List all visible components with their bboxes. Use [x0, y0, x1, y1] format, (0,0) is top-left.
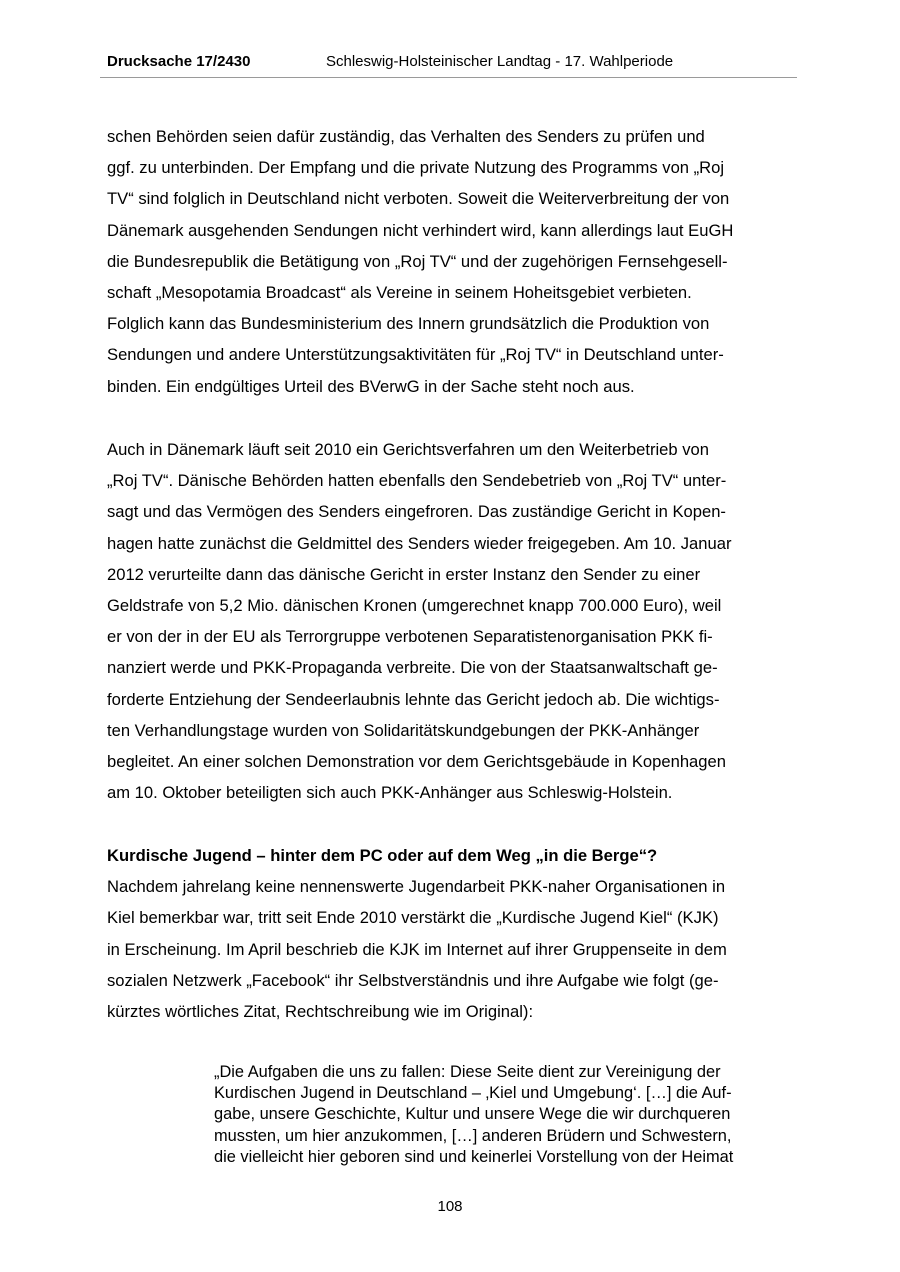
text-line: in Erscheinung. Im April beschrieb die KJK im Internet auf ihrer Gruppenseite in dem: [107, 939, 727, 959]
text-line: die Bundesrepublik die Betätigung von „Roj TV“ und der zugehörigen Fernsehgesell-: [107, 251, 728, 271]
text-line: Sendungen und andere Unterstützungsaktivitäten für „Roj TV“ in Deutschland unter-: [107, 345, 724, 365]
text-line: Nachdem jahrelang keine nennenswerte Jugendarbeit PKK-naher Organisationen in: [107, 877, 726, 897]
page-header: [100, 52, 797, 78]
text-line: 2012 verurteilte dann das dänische Gericht in erster Instanz den Sender zu einer: [107, 564, 701, 584]
document-number: Drucksache 17/2430: [107, 53, 251, 70]
text-line: am 10. Oktober beteiligten sich auch PKK-Anhänger aus Schleswig-Holstein.: [107, 783, 673, 803]
text-line: nanziert werde und PKK-Propaganda verbreite. Die von der Staatsanwaltschaft ge-: [107, 658, 718, 678]
text-line: schen Behörden seien dafür zuständig, das Verhalten des Senders zu prüfen und: [107, 127, 705, 146]
text-line: Auch in Dänemark läuft seit 2010 ein Gerichtsverfahren um den Weiterbetrieb von: [107, 440, 709, 459]
section-heading: Kurdische Jugend – hinter dem PC oder auf dem Weg „in die Berge“?: [107, 846, 658, 865]
text-line: Folglich kann das Bundesministerium des Innern grundsätzlich die Produktion von: [107, 314, 710, 334]
quote-line: gabe, unsere Geschichte, Kultur und unsere Wege die wir durchqueren: [214, 1105, 731, 1124]
quote-line: „Die Aufgaben die uns zu fallen: Diese Seite dient zur Vereinigung der: [214, 1063, 721, 1081]
quote-line: mussten, um hier anzukommen, […] anderen Brüdern und Schwestern,: [214, 1126, 732, 1145]
text-line: er von der in der EU als Terrorgruppe verbotenen Separatistenorganisation PKK fi-: [107, 627, 713, 647]
text-line: begleitet. An einer solchen Demonstration vor dem Gerichtsgebäude in Kopenhagen: [107, 752, 726, 772]
quote-line: die vielleicht hier geboren sind und keinerlei Vorstellung von der Heimat: [214, 1147, 734, 1166]
text-line: kürztes wörtliches Zitat, Rechtschreibung wie im Original):: [107, 1002, 534, 1022]
text-line: binden. Ein endgültiges Urteil des BVerwG in der Sache steht noch aus.: [107, 376, 635, 396]
block-quote: [214, 1062, 794, 1168]
text-line: hagen hatte zunächst die Geldmittel des Senders wieder freigegeben. Am 10. Januar: [107, 533, 732, 553]
text-line: Kiel bemerkbar war, tritt seit Ende 2010 verstärkt die „Kurdische Jugend Kiel“ (KJK): [107, 908, 719, 928]
text-line: Dänemark ausgehenden Sendungen nicht verhindert wird, kann allerdings laut EuGH: [107, 220, 734, 240]
text-line: ggf. zu unterbinden. Der Empfang und die private Nutzung des Programms von „Roj: [107, 158, 725, 178]
paragraph-roj-tv-germany: [107, 121, 797, 402]
text-line: ten Verhandlungstage wurden von Solidaritätskundgebungen der PKK-Anhänger: [107, 720, 700, 740]
text-line: schaft „Mesopotamia Broadcast“ als Vereine in seinem Hoheitsgebiet verbieten.: [107, 283, 692, 303]
text-line: TV“ sind folglich in Deutschland nicht verboten. Soweit die Weiterverbreitung der von: [107, 189, 730, 209]
page-number: 108: [437, 1198, 463, 1215]
text-line: sagt und das Vermögen des Senders eingefroren. Das zuständige Gericht in Kopen-: [107, 502, 726, 522]
header-title: Schleswig-Holsteinischer Landtag - 17. Wahlperiode: [326, 53, 674, 70]
paragraph-roj-tv-denmark: [107, 434, 797, 808]
text-line: sozialen Netzwerk „Facebook“ ihr Selbstverständnis und ihre Aufgabe wie folgt (ge-: [107, 970, 719, 990]
quote-line: Kurdischen Jugend in Deutschland – ‚Kiel und Umgebung‘. […] die Auf-: [214, 1084, 732, 1103]
text-line: forderte Entziehung der Sendeerlaubnis lehnte das Gericht jedoch ab. Die wichtigs-: [107, 689, 720, 709]
text-line: „Roj TV“. Dänische Behörden hatten ebenfalls den Sendebetrieb von „Roj TV“ unter-: [107, 471, 727, 491]
text-line: Geldstrafe von 5,2 Mio. dänischen Kronen (umgerechnet knapp 700.000 Euro), weil: [107, 596, 722, 616]
section-kurdish-youth: [107, 840, 797, 1027]
